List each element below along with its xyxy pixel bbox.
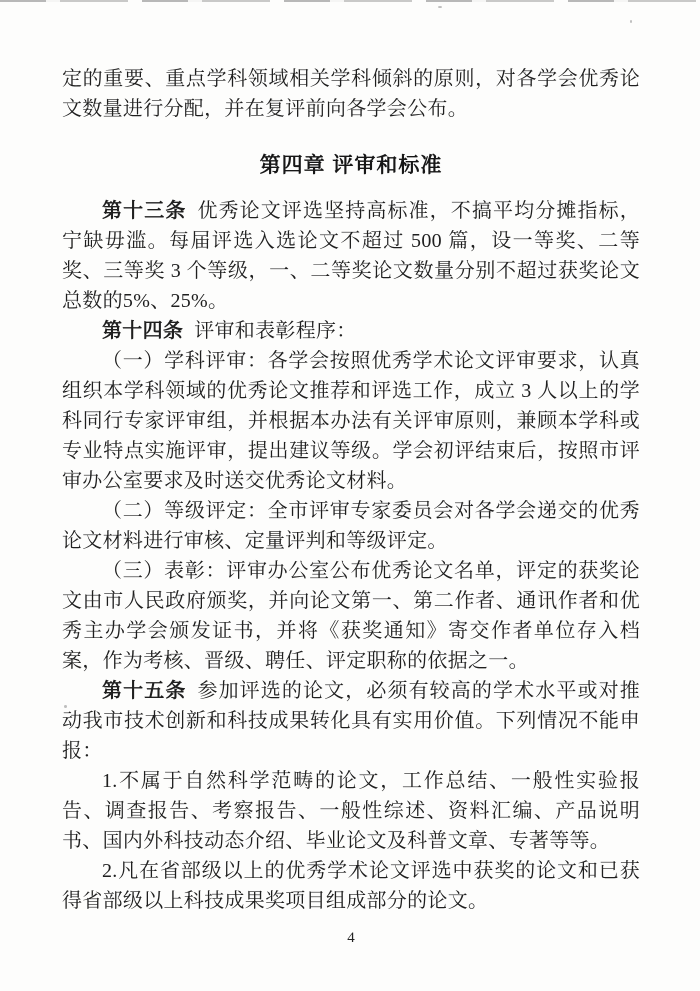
paragraph-article-14 <box>62 316 640 346</box>
scan-speck <box>524 72 526 74</box>
scan-speck <box>438 6 442 8</box>
scan-speck <box>64 705 67 708</box>
page-number: 4 <box>347 930 355 946</box>
paragraph-item-one: （一）学科评审：各学会按照优秀学术论文评审要求，认真组织本学科领域的优秀论文推荐和评选工作，成立 3 人以上的学科同行专家评审组，并根据本办法有关评审原则，兼顾本学科或专业特点实施评审，提出建议等级。学会初评结束后，按照市评审办公室要求及时送交优秀论文材料。 <box>62 350 640 492</box>
paragraph-item-two: （二）等级评定：全市评审专家委员会对各学会递交的优秀论文材料进行审核、定量评判和等级评定。 <box>62 500 640 552</box>
paragraph-article-13 <box>62 196 640 316</box>
article-13-number: 第十三条 <box>102 200 187 222</box>
paragraph-numbered-item-2: 2.凡在省部级以上的优秀学术论文评选中获奖的论文和已获得省部级以上科技成果奖项目组成部分的论文。 <box>62 860 640 912</box>
paragraph-article-15 <box>62 676 640 766</box>
scan-artifact-top-edge <box>0 0 700 2</box>
paragraph-continuation: 定的重要、重点学科领域相关学科倾斜的原则，对各学会优秀论文数量进行分配，并在复评前向各学会公布。 <box>62 68 640 120</box>
paragraph-numbered-item-1: 1.不属于自然科学范畴的论文，工作总结、一般性实验报告、调查报告、考察报告、一般性综述、资料汇编、产品说明书、国内外科技动态介绍、毕业论文及科普文章、专著等等。 <box>62 770 640 852</box>
scan-speck <box>630 20 632 23</box>
article-13-text: 优秀论文评选坚持高标准，不搞平均分摊指标，宁缺毋滥。每届评选入选论文不超过 500 篇，设一等奖、二等奖、三等奖 3 个等级，一、二等奖论文数量分别不超过获奖论文总数的5%、25%。 <box>62 200 640 312</box>
article-14-text: 评审和表彰程序： <box>194 320 357 342</box>
article-14-number: 第十四条 <box>102 320 184 342</box>
paragraph-item-three: （三）表彰：评审办公室公布优秀论文名单，评定的获奖论文由市人民政府颁奖，并向论文第一、第二作者、通讯作者和优秀主办学会颁发证书，并将《获奖通知》寄交作者单位存入档案，作为考核、晋级、聘任、评定职称的依据之一。 <box>62 560 640 672</box>
article-15-text: 参加评选的论文，必须有较高的学术水平或对推动我市技术创新和科技成果转化具有实用价值。下列情况不能申报： <box>62 680 640 762</box>
chapter-heading: 第四章 评审和标准 <box>259 154 443 177</box>
article-15-number: 第十五条 <box>102 680 187 702</box>
